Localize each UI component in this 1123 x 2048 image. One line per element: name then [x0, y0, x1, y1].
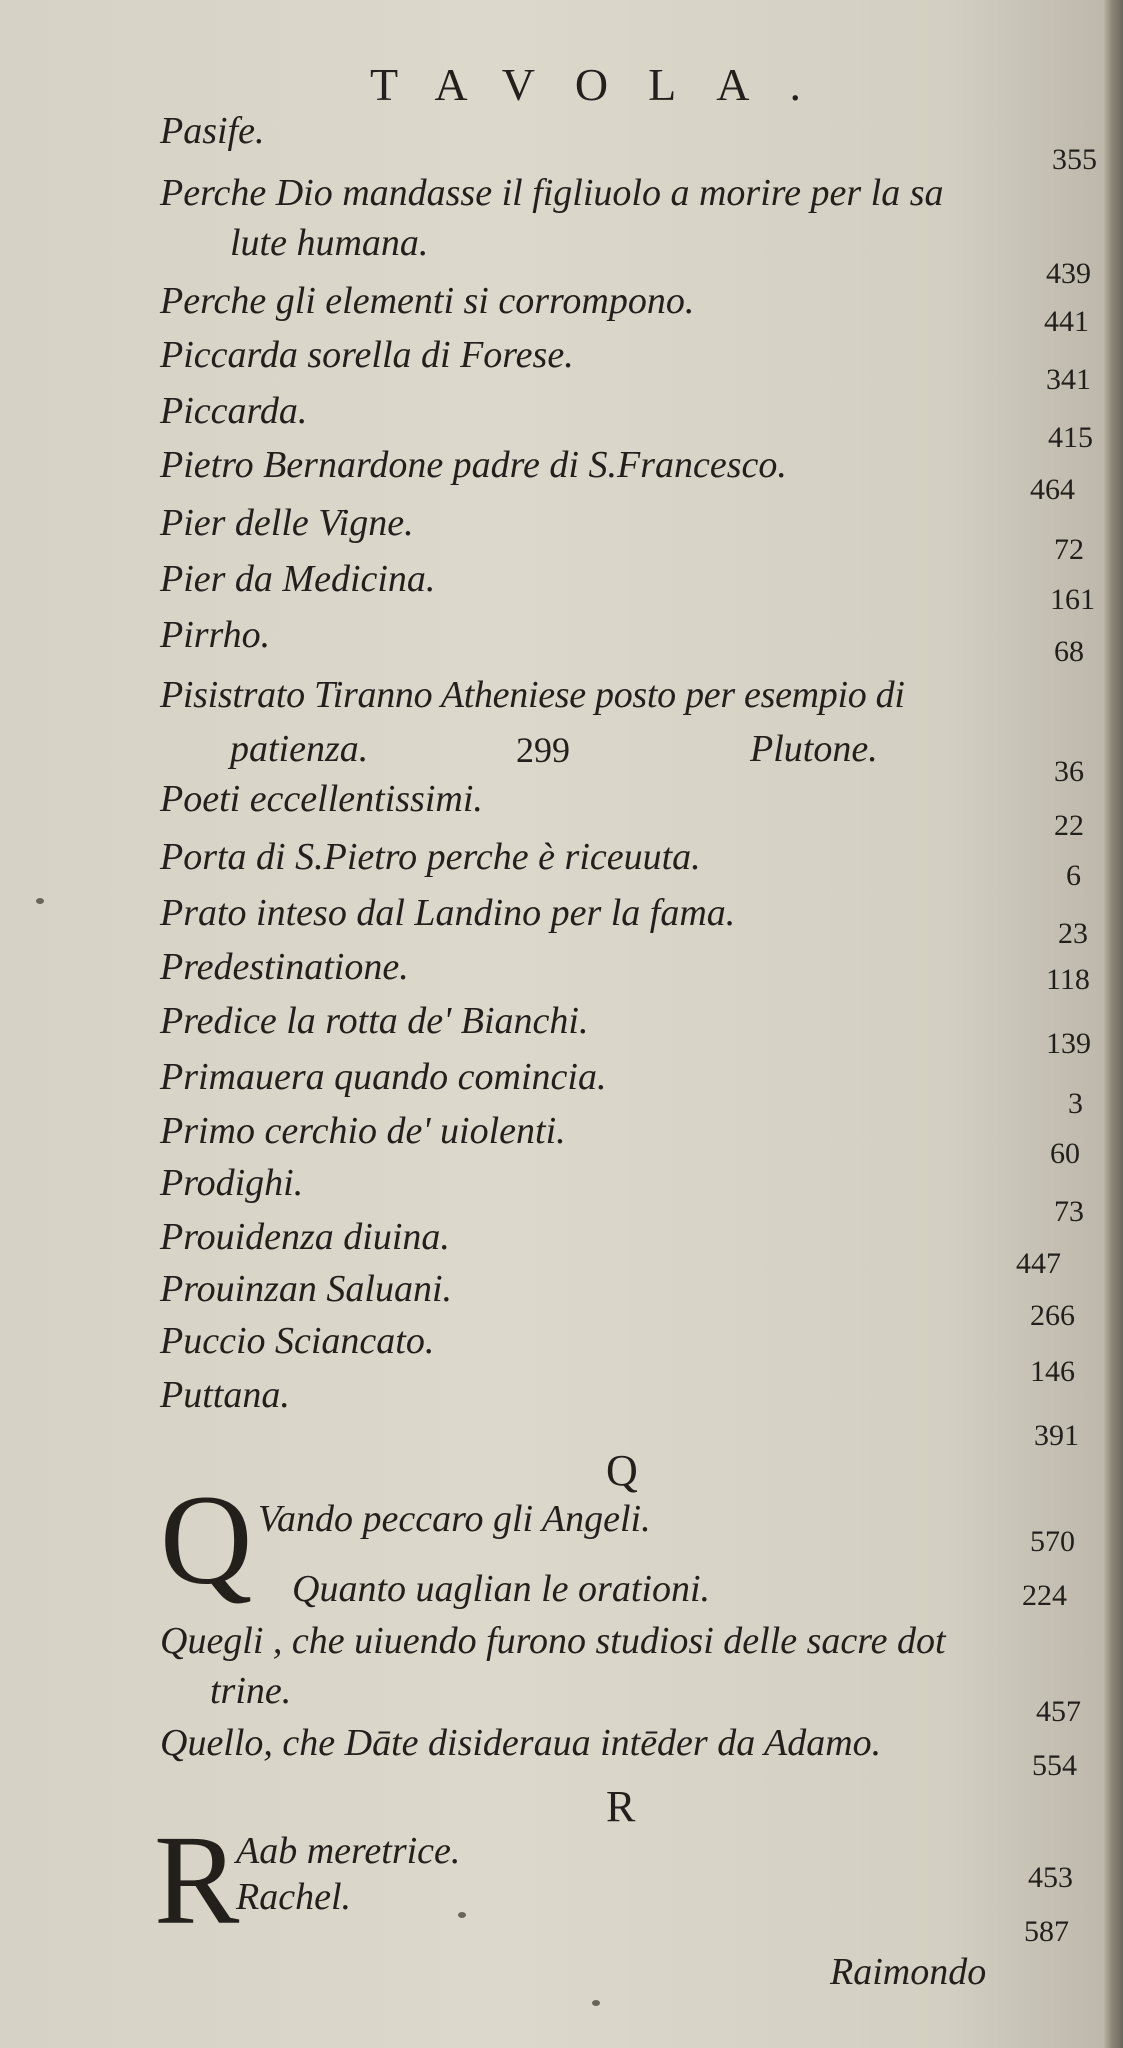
inline-page-number: 299: [516, 730, 570, 770]
index-entry: Primauera quando comincia.: [160, 1056, 607, 1098]
page-number: 60: [1050, 1137, 1080, 1170]
index-entry: Poeti eccellentissimi.: [160, 778, 483, 820]
drop-cap-r: R: [154, 1809, 240, 1951]
index-entry: Pasife.: [160, 110, 265, 152]
page-number: 72: [1054, 533, 1084, 566]
page-number: 23: [1058, 917, 1088, 950]
page-number: 6: [1066, 859, 1081, 892]
paper-speck: [592, 2000, 600, 2006]
index-entry: Prato inteso dal Landino per la fama.: [160, 892, 736, 934]
page-edge: [1104, 0, 1123, 2048]
page-number: 3: [1068, 1087, 1083, 1120]
section-letter-r: R: [606, 1782, 636, 1831]
page-number: 161: [1050, 583, 1095, 616]
index-entry: Puttana.: [160, 1374, 290, 1416]
page-number: 22: [1054, 809, 1084, 842]
index-entry: Pier da Medicina.: [160, 558, 436, 600]
index-entry: Porta di S.Pietro perche è riceuuta.: [160, 836, 701, 878]
page-number: 146: [1030, 1355, 1075, 1388]
page-number: 554: [1032, 1749, 1077, 1782]
page-number: 391: [1034, 1419, 1079, 1452]
index-entry: Plutone.: [750, 728, 878, 770]
index-entry: Pier delle Vigne.: [160, 502, 414, 544]
paper-speck: [36, 898, 44, 904]
index-entry: Pirrho.: [160, 614, 271, 656]
page-number: 587: [1024, 1915, 1069, 1948]
page-number: 355: [1052, 143, 1097, 176]
index-entry-continuation: trine.: [210, 1670, 292, 1712]
page-number: 224: [1022, 1579, 1067, 1612]
page-header: TAVOLA.: [370, 59, 841, 110]
index-entry: Perche Dio mandasse il figliuolo a morire per la sa: [160, 172, 944, 214]
section-letter-q: Q: [606, 1446, 638, 1495]
page-number: 464: [1030, 473, 1075, 506]
index-entry: Quanto uaglian le orationi.: [292, 1568, 710, 1610]
index-entry: Predestinatione.: [160, 946, 409, 988]
page-number: 118: [1046, 963, 1090, 996]
page-number: 68: [1054, 635, 1084, 668]
index-entry: Primo cerchio de' uiolenti.: [160, 1110, 566, 1152]
page-number: 447: [1016, 1247, 1061, 1280]
catchword: Raimondo: [830, 1951, 987, 1993]
page-number: 439: [1046, 257, 1091, 290]
index-entry: Pietro Bernardone padre di S.Francesco.: [160, 444, 787, 486]
index-entry: Perche gli elementi si corrompono.: [160, 280, 695, 322]
page-number: 73: [1054, 1195, 1084, 1228]
page-number: 441: [1044, 305, 1089, 338]
index-entry: Predice la rotta de' Bianchi.: [160, 1000, 589, 1042]
index-entry: Piccarda.: [160, 390, 308, 432]
page-number: 457: [1036, 1695, 1081, 1728]
index-entry: Quegli , che uiuendo furono studiosi delle sacre dot: [160, 1620, 946, 1662]
index-entry: Puccio Sciancato.: [160, 1320, 435, 1362]
index-entry: Pisistrato Tiranno Atheniese posto per esempio di: [160, 674, 905, 716]
paper-speck: [458, 1912, 466, 1918]
index-entry: Aab meretrice.: [236, 1830, 461, 1872]
page-number: 139: [1046, 1027, 1091, 1060]
index-entry-continuation: patienza.: [230, 728, 369, 770]
index-entry: Quello, che Dāte disideraua intēder da Adamo.: [160, 1722, 882, 1764]
index-entry: Vando peccaro gli Angeli.: [258, 1498, 651, 1540]
page-number: 36: [1054, 755, 1084, 788]
page-number: 341: [1046, 363, 1091, 396]
index-entry: Rachel.: [236, 1876, 352, 1918]
drop-cap-q: Q: [160, 1469, 253, 1611]
index-entry: Prodighi.: [160, 1162, 304, 1204]
page-number: 570: [1030, 1525, 1075, 1558]
page-number: 415: [1048, 421, 1093, 454]
page-number: 453: [1028, 1861, 1073, 1894]
index-entry: Piccarda sorella di Forese.: [160, 334, 574, 376]
index-entry: Prouinzan Saluani.: [160, 1268, 453, 1310]
index-entry-continuation: lute humana.: [230, 222, 429, 264]
page-number: 266: [1030, 1299, 1075, 1332]
index-entry: Prouidenza diuina.: [160, 1216, 450, 1258]
